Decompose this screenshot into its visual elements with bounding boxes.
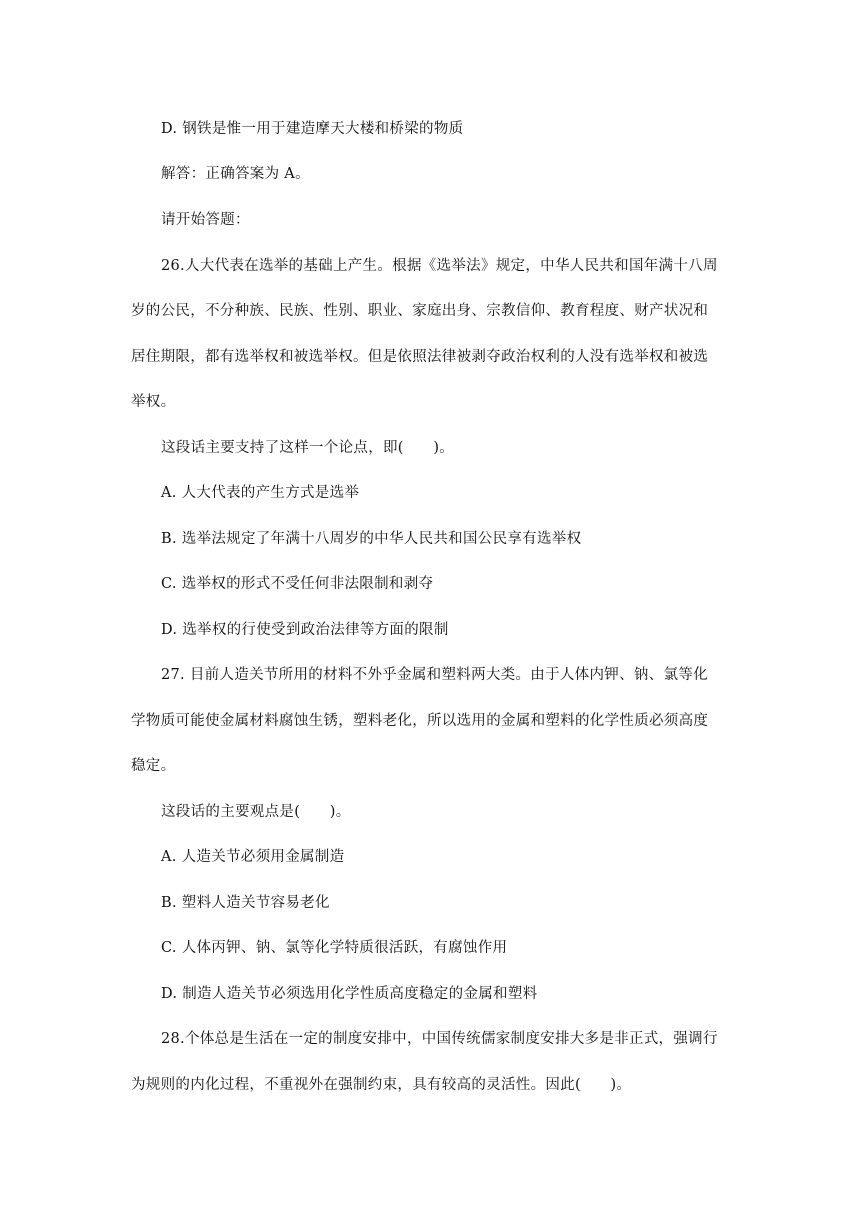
start-answering-line: 请开始答题： [161,212,250,228]
q26-option-c: C. 选举权的形式不受任何非法限制和剥夺 [161,576,434,592]
answer-line: 解答：正确答案为 A。 [161,166,310,182]
q26-option-b: B. 选举法规定了年满十八周岁的中华人民共和国公民享有选举权 [161,531,582,547]
q26-prompt: 这段话主要支持了这样一个论点，即( )。 [161,440,455,456]
q26-option-a: A. 人大代表的产生方式是选举 [161,485,360,501]
q27-option-a: A. 人造关节必须用金属制造 [161,849,345,865]
option-d-prev-question: D. 钢铁是惟一用于建造摩天大楼和桥梁的物质 [161,121,464,137]
q28-text-line-2: 为规则的内化过程，不重视外在强制约束，具有较高的灵活性。因此( )。 [131,1077,632,1093]
q27-text-line-2: 学物质可能使金属材料腐蚀生锈，塑料老化，所以选用的金属和塑料的化学性质必须高度 [131,713,709,729]
q27-option-d: D. 制造人造关节必须选用化学性质高度稳定的金属和塑料 [161,986,538,1002]
q27-text-line-1: 27. 目前人造关节所用的材料不外乎金属和塑料两大类。由于人体内钾、钠、氯等化 [161,667,708,683]
q28-text-line-1: 28.个体总是生活在一定的制度安排中，中国传统儒家制度安排大多是非正式，强调行 [161,1031,718,1047]
q26-text-line-4: 举权。 [131,394,176,410]
q27-text-line-3: 稳定。 [131,758,176,774]
q26-text-line-3: 居住期限，都有选举权和被选举权。但是依照法律被剥夺政治权利的人没有选举权和被选 [131,349,709,365]
q26-text-line-1: 26.人大代表在选举的基础上产生。根据《选举法》规定，中华人民共和国年满十八周 [161,258,718,274]
q27-option-c: C. 人体丙钾、钠、氯等化学特质很活跃，有腐蚀作用 [161,940,508,956]
q26-text-line-2: 岁的公民，不分种族、民族、性别、职业、家庭出身、宗教信仰、教育程度、财产状况和 [131,303,709,319]
q27-option-b: B. 塑料人造关节容易老化 [161,895,330,911]
q27-prompt: 这段话的主要观点是( )。 [161,804,351,820]
q26-option-d: D. 选举权的行使受到政治法律等方面的限制 [161,622,449,638]
